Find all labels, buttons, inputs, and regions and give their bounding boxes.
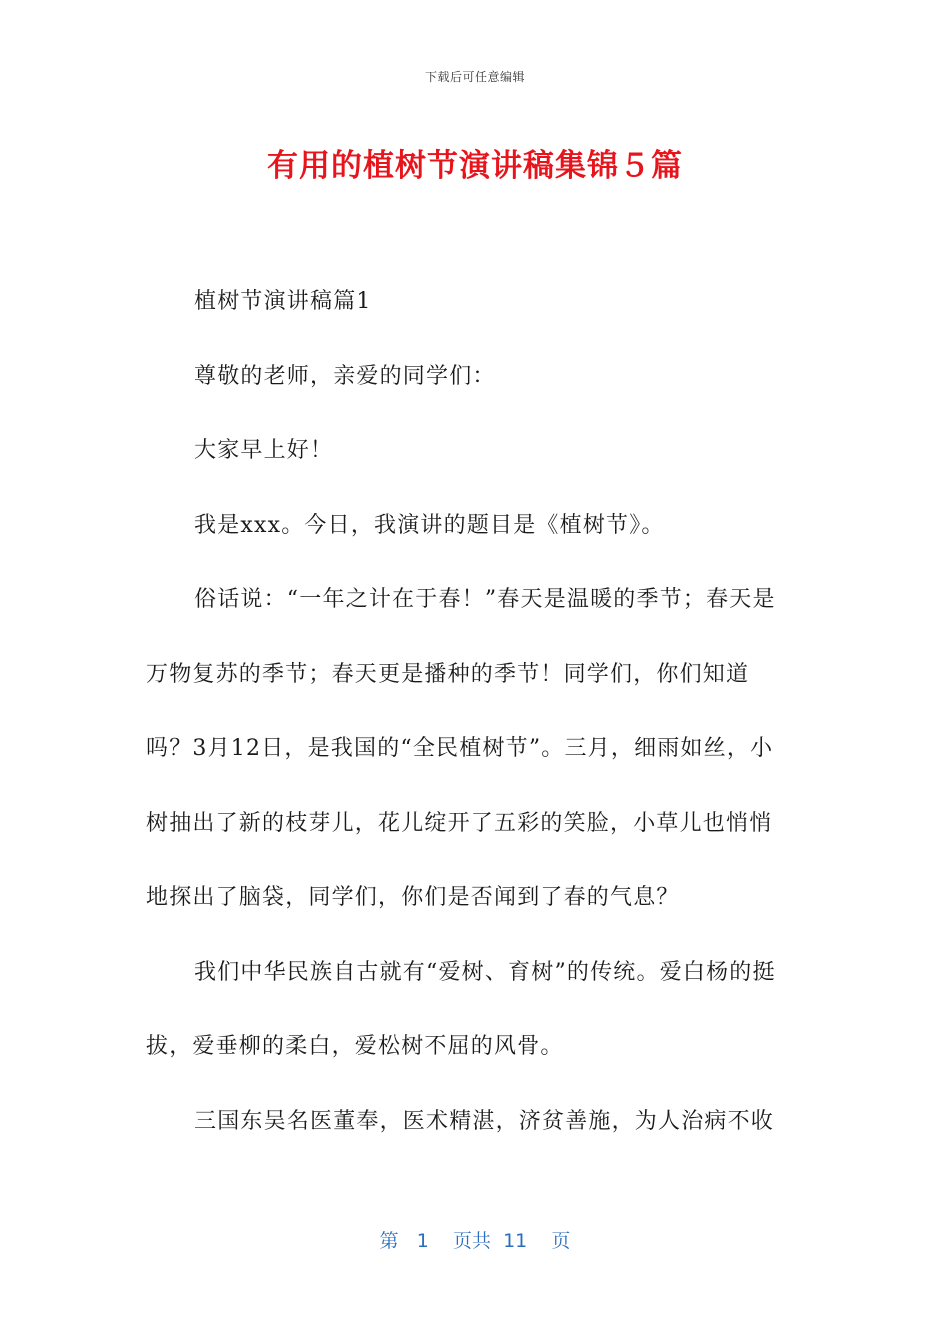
document-body: [146, 265, 794, 1159]
document-title: 有用的植树节演讲稿集锦５篇: [267, 148, 683, 184]
page-label-suffix: 页: [551, 1230, 571, 1252]
current-page-number: 1: [416, 1230, 429, 1252]
page-label-mid: 页共: [452, 1230, 491, 1252]
paragraph: 俗话说：“一年之计在于春！”春天是温暖的季节；春天是万物复苏的季节；春天更是播种的季节！同学们，你们知道吗？3月12日，是我国的“全民植树节”。三月，细雨如丝，小树抽出了新的枝芽儿，花儿绽开了五彩的笑脸，小草儿也悄悄地探出了脑袋，同学们，你们是否闻到了春的气息？: [146, 587, 776, 910]
paragraph: 植树节演讲稿篇1: [194, 289, 372, 314]
header-note: 下载后可任意编辑: [424, 70, 525, 84]
paragraph: 我们中华民族自古就有“爱树、育树”的传统。爱白杨的挺拔，爱垂柳的柔白，爱松树不屈的风骨。: [146, 959, 776, 1059]
page-label-prefix: 第: [379, 1230, 399, 1252]
paragraph: 我是xxx。今日，我演讲的题目是《植树节》。: [194, 512, 665, 538]
total-pages-number: 11: [503, 1230, 528, 1252]
paragraph: 三国东吴名医董奉，医术精湛，济贫善施，为人治病不收: [194, 1108, 775, 1134]
page-footer: [0, 1226, 950, 1253]
paragraph: 大家早上好！: [194, 438, 334, 463]
paragraph: 尊敬的老师，亲爱的同学们：: [194, 363, 496, 389]
